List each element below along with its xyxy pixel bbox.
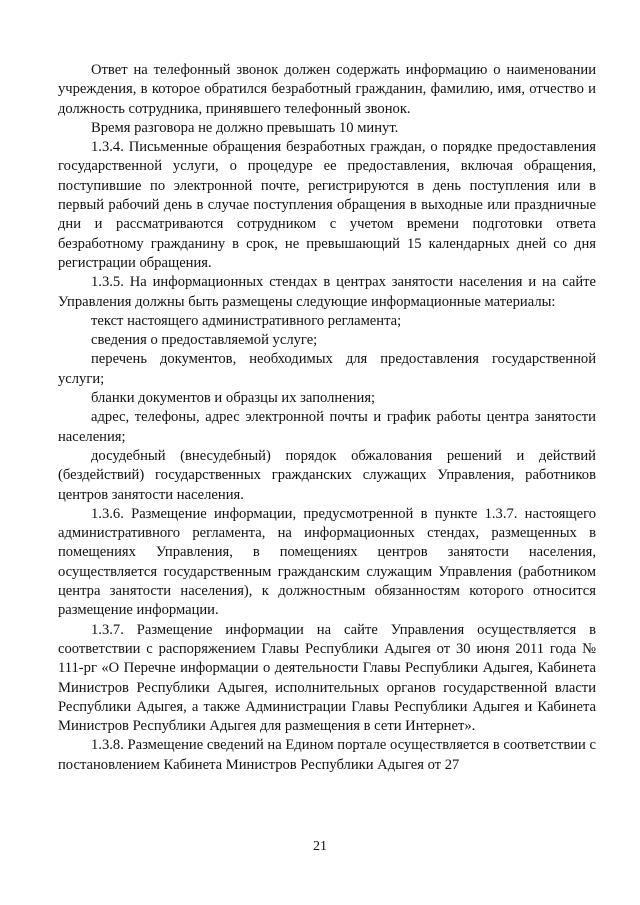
list-item-regulation-text: текст настоящего административного регламента; [91, 312, 402, 329]
paragraph-phone-answer: Ответ на телефонный звонок должен содержать информацию о наименовании учреждения, в которое обратился безработный гражданин, фамилию, имя, отчество и должность сотрудника, принявшего телефонный звонок. [58, 62, 596, 117]
paragraph-1-3-8: 1.3.8. Размещение сведений на Едином портале осуществляется в соответствии с постановлением Кабинета Министров Республики Адыгея от 27 [58, 737, 596, 773]
paragraph-1-3-7: 1.3.7. Размещение информации на сайте Управления осуществляется в соответствии с распоряжением Главы Республики Адыгея от 30 июня 2011 года № 111-рг «О Перечне информации о деятельности Главы Республики Адыгея, Кабинета Министров Республики Адыгея, исполнительных органов государственной власти Республики Адыгея, а также Администрации Главы Республики Адыгея и Кабинета Министров Республики Адыгея для размещения в сети Интернет». [58, 621, 596, 735]
paragraph-1-3-6: 1.3.6. Размещение информации, предусмотренной в пункте 1.3.7. настоящего административного регламента, на информационных стендах, размещенных в помещениях Управления, в помещениях центров занятости населения, осуществляется государственным гражданским служащим Управления (работником центра занятости населения), к должностным обязанностям которого относится размещение информации. [58, 505, 596, 619]
list-item-contacts: адрес, телефоны, адрес электронной почты и график работы центра занятости населения; [58, 409, 596, 445]
paragraph-call-duration: Время разговора не должно превышать 10 минут. [91, 119, 399, 136]
paragraph-1-3-5: 1.3.5. На информационных стендах в центрах занятости населения и на сайте Управления должны быть размещены следующие информационные материалы: [58, 274, 596, 310]
paragraph-1-3-4: 1.3.4. Письменные обращения безработных граждан, о порядке предоставления государственной услуги, о процедуре ее предоставления, включая обращения, поступившие по электронной почте, регистрируются в день поступления или в первый рабочий день в случае поступления обращения в выходные или праздничные дни и рассматриваются сотрудником с учетом времени подготовки ответа безработному гражданину в срок, не превышающий 15 календарных дней со дня регистрации обращения. [58, 139, 596, 271]
list-item-documents-list: перечень документов, необходимых для предоставления государственной услуги; [58, 351, 596, 387]
document-body [58, 61, 596, 775]
page-number: 21 [313, 839, 327, 854]
list-item-forms: бланки документов и образцы их заполнения; [91, 390, 376, 407]
list-item-appeal-procedure: досудебный (внесудебный) порядок обжалования решений и действий (бездействий) государственных гражданских служащих Управления, работников центров занятости населения. [58, 447, 596, 503]
list-item-service-info: сведения о предоставляемой услуге; [91, 332, 318, 349]
